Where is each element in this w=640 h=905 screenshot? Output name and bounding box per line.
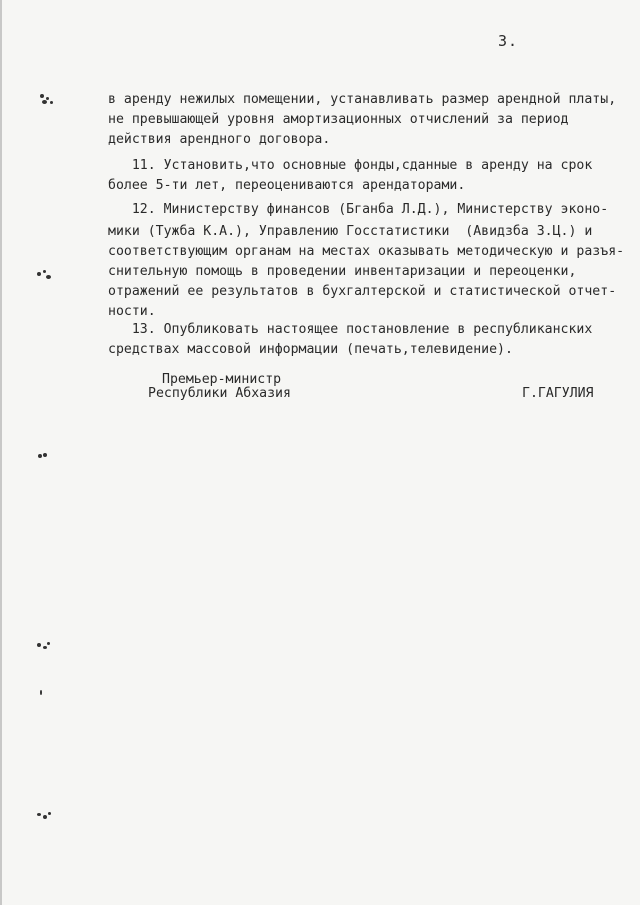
text-line: действия арендного договора. — [108, 132, 331, 147]
punch-hole-mark — [36, 640, 54, 654]
signatory-title: Премьер-министр — [162, 372, 282, 387]
punch-hole-mark — [36, 268, 54, 282]
text-line: отражений ее результатов в бухгалтерской и статистической отчет- — [108, 284, 617, 299]
text-line: соответствующим органам на местах оказывать методическую и разъя- — [108, 244, 625, 259]
signatory-name: Г.ГАГУЛИЯ — [522, 386, 594, 401]
text-line: ности. — [108, 304, 156, 319]
text-line: средствах массовой информации (печать,телевидение). — [108, 342, 513, 357]
text-line: 11. Установить,что основные фонды,сданные в аренду на срок — [108, 158, 593, 173]
punch-hole-mark — [36, 450, 54, 464]
text-line: в аренду нежилых помещении, устанавливать размер арендной платы, — [108, 92, 617, 107]
signatory-organization: Республики Абхазия — [148, 386, 291, 401]
text-line: более 5-ти лет, переоцениваются арендаторами. — [108, 178, 466, 193]
punch-hole-mark — [38, 92, 56, 106]
text-line: снительную помощь в проведении инвентаризации и переоценки, — [108, 264, 577, 279]
text-line: не превышающей уровня амортизационных отчислений за период — [108, 112, 569, 127]
page-number: 3. — [498, 32, 519, 50]
scan-edge-line — [0, 0, 2, 905]
text-line: 12. Министерству финансов (Бганба Л.Д.), Министерству эконо- — [108, 202, 609, 217]
text-line: мики (Тужба К.А.), Управлению Госстатистики (Авидзба З.Ц.) и — [108, 224, 593, 239]
punch-hole-mark — [36, 810, 54, 824]
text-line: 13. Опубликовать настоящее постановление в республиканских — [108, 322, 593, 337]
punch-hole-mark — [40, 690, 44, 696]
